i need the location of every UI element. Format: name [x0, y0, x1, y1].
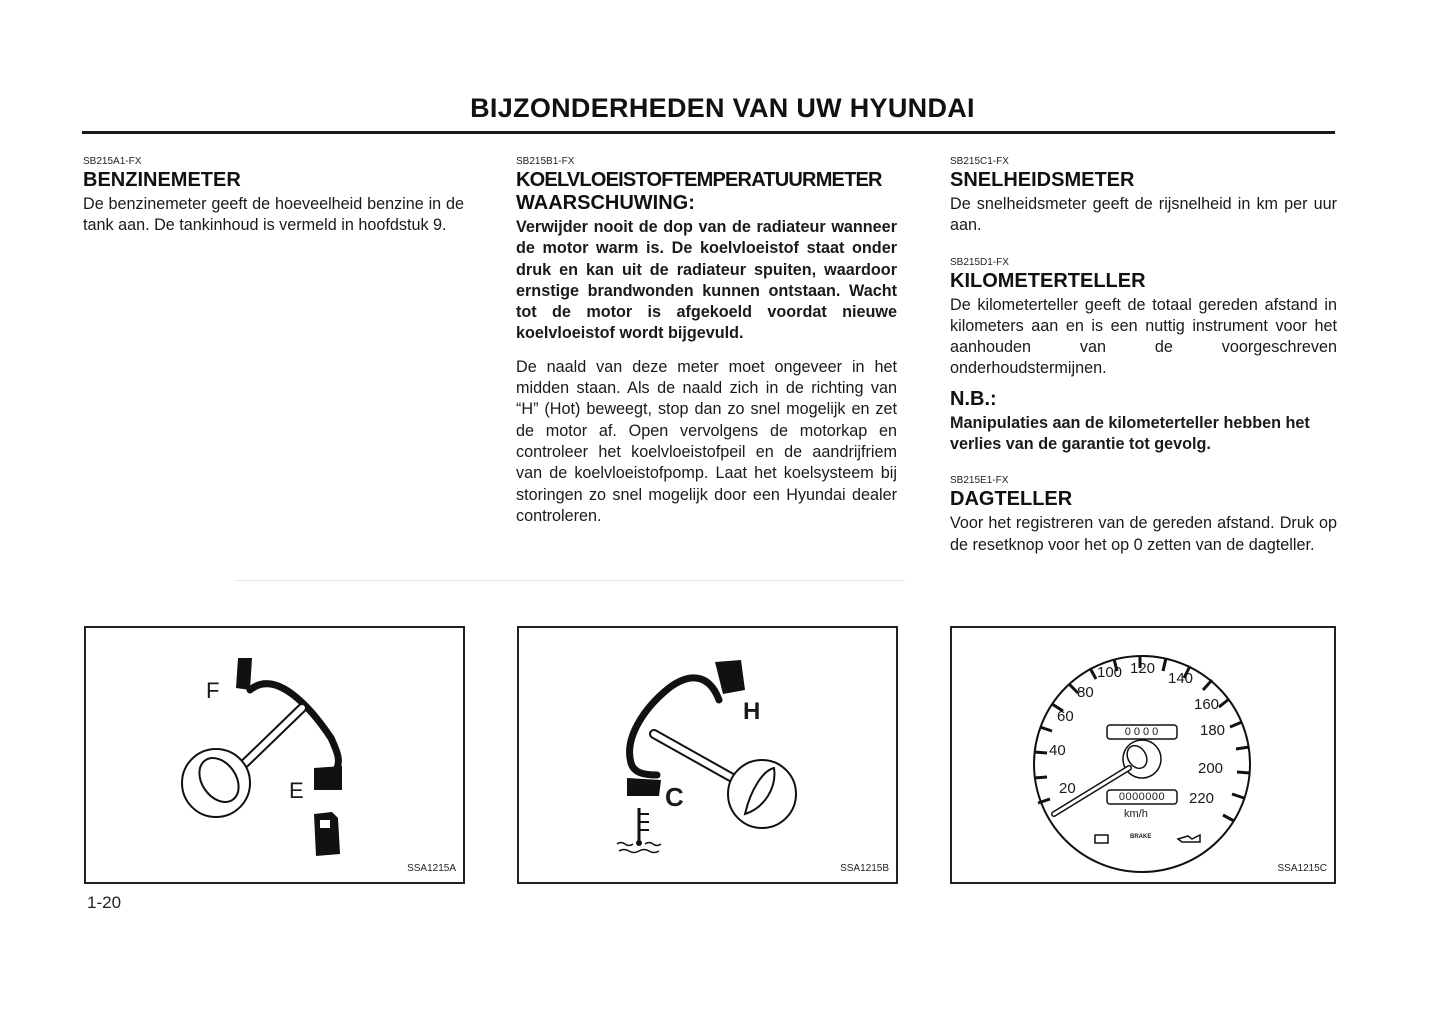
speed-label-100: 100 [1097, 664, 1123, 681]
note-body: Manipulaties aan de kilometerteller hebben het verlies van de garantie tot gevolg. [950, 413, 1310, 454]
column-left [83, 156, 464, 237]
section-code: SB215B1-FX [516, 156, 575, 167]
section-code: SB215D1-FX [950, 256, 1009, 268]
speed-label-220: 220 [1189, 790, 1215, 807]
warning-body: Verwijder nooit de dop van de radiateur wanneer de motor warm is. De koelvloeistof staat onder druk en kan uit de radiateur spuiten, waardoor ernstige brandwonden kunnen ontstaan. Wacht tot de motor is afgekoeld voordat nieuwe koelvloeistof wordt bijgevuld. [516, 218, 897, 343]
temp-cold-label: C [665, 782, 684, 812]
fuel-gauge-illustration [86, 628, 463, 882]
section-heading-benzinemeter: BENZINEMETER [83, 169, 241, 191]
figure-temperature-gauge [517, 626, 898, 884]
section-heading-dagteller: DAGTELLER [950, 488, 1073, 511]
scan-artifact-line [235, 580, 905, 581]
odometer-value: 0000000 [1118, 791, 1166, 803]
speed-label-200: 200 [1198, 760, 1224, 777]
temp-hot-label: H [743, 698, 761, 725]
speed-label-140: 140 [1168, 670, 1194, 687]
speed-label-80: 80 [1077, 684, 1094, 701]
speed-label-120: 120 [1130, 660, 1156, 677]
page-number: 1-20 [87, 893, 122, 912]
figure-code: SSA1215C [1277, 863, 1327, 874]
section-heading-snelheidsmeter: SNELHEIDSMETER [950, 169, 1135, 191]
speed-label-160: 160 [1194, 696, 1220, 713]
fuel-empty-label: E [289, 778, 304, 803]
brake-warning-icon: BRAKE [1130, 834, 1152, 840]
note-heading: N.B.: [950, 387, 997, 410]
coolant-temperature-icon [617, 808, 661, 853]
section-body-koelvloeistof: De naald van deze meter moet ongeveer in het midden staan. Als de naald zich in de richting van “H” (Hot) beweegt, stop dan zo snel mogelijk en zet de motor af. Open vervolgens de motorkap en controleer het koelvloeistofpeil en de aandrijfriem van de koelvloeistofpomp. Laat het koelsysteem bij storingen zo snel mogelijk door een Hyundai dealer controleren. [516, 357, 897, 525]
section-body-benzinemeter: De benzinemeter geeft de hoeveelheid benzine in de tank aan. De tankinhoud is vermeld in hoofdstuk 9. [83, 195, 464, 235]
figure-fuel-gauge [84, 626, 465, 884]
column-middle [516, 156, 897, 527]
section-code: SB215A1-FX [83, 156, 142, 167]
trip-meter-value: 0000 [1124, 726, 1162, 738]
page-title: BIJZONDERHEDEN VAN UW HYUNDAI [470, 93, 975, 123]
figure-speedometer [950, 626, 1336, 884]
speed-label-40: 40 [1049, 742, 1066, 759]
section-heading-kilometerteller: KILOMETERTELLER [950, 269, 1146, 292]
warning-heading: WAARSCHUWING: [516, 192, 695, 214]
section-code: SB215E1-FX [950, 475, 1009, 487]
speed-label-60: 60 [1057, 708, 1074, 725]
section-heading-koelvloeistof: KOELVLOEISTOFTEMPERATUURMETER [516, 169, 882, 191]
speed-label-20: 20 [1059, 780, 1076, 797]
fuel-full-label: F [206, 678, 220, 703]
speed-label-180: 180 [1200, 722, 1226, 739]
section-body-snelheidsmeter: De snelheidsmeter geeft de rijsnelheid in km per uur aan. [950, 195, 1337, 235]
figure-code: SSA1215B [840, 863, 889, 874]
title-divider [82, 131, 1335, 134]
column-right [950, 156, 1337, 556]
temperature-gauge-illustration [519, 628, 896, 882]
section-body-kilometerteller: De kilometerteller geeft de totaal gereden afstand in kilometers aan en is een nuttig instrument voor het aanhouden van de voorgeschreven onderhoudstermijnen. [950, 295, 1337, 378]
figure-code: SSA1215A [407, 863, 456, 874]
fuel-pump-icon [314, 812, 340, 856]
section-code: SB215C1-FX [950, 156, 1009, 167]
section-body-dagteller: Voor het registreren van de gereden afstand. Druk op de resetknop voor het op 0 zetten van de dagteller. [950, 514, 1337, 554]
speed-unit-label: km/h [1124, 808, 1148, 820]
